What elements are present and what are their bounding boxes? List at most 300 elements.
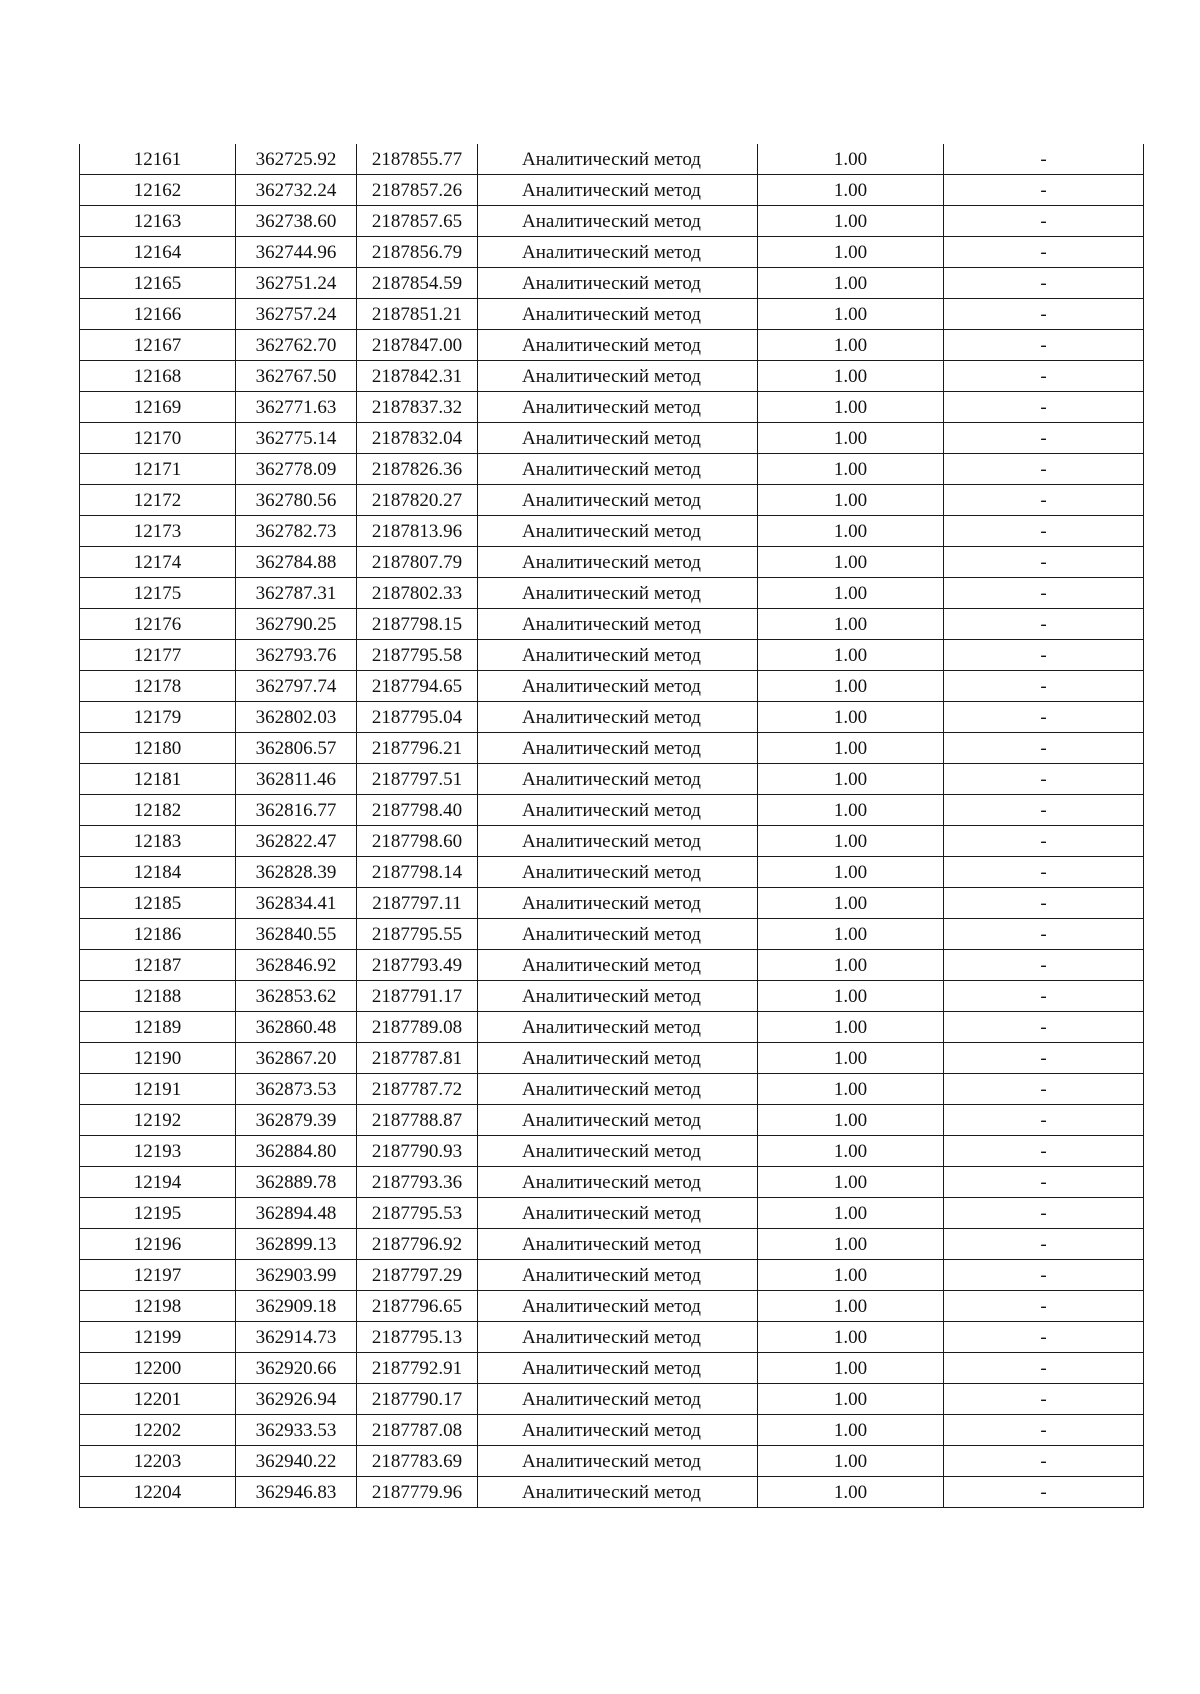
x-coordinate-cell: 362725.92 xyxy=(236,144,357,175)
method-cell: Аналитический метод xyxy=(478,206,758,237)
point-number-cell: 12190 xyxy=(80,1043,236,1074)
table-row xyxy=(80,1012,1144,1043)
method-cell: Аналитический метод xyxy=(478,950,758,981)
note-cell: - xyxy=(944,144,1144,175)
y-coordinate-cell: 2187802.33 xyxy=(357,578,478,609)
method-cell: Аналитический метод xyxy=(478,919,758,950)
y-coordinate-cell: 2187787.72 xyxy=(357,1074,478,1105)
method-cell: Аналитический метод xyxy=(478,702,758,733)
precision-cell: 1.00 xyxy=(758,1291,944,1322)
x-coordinate-cell: 362879.39 xyxy=(236,1105,357,1136)
precision-cell: 1.00 xyxy=(758,299,944,330)
note-cell: - xyxy=(944,1074,1144,1105)
y-coordinate-cell: 2187847.00 xyxy=(357,330,478,361)
x-coordinate-cell: 362816.77 xyxy=(236,795,357,826)
precision-cell: 1.00 xyxy=(758,1446,944,1477)
y-coordinate-cell: 2187789.08 xyxy=(357,1012,478,1043)
method-cell: Аналитический метод xyxy=(478,268,758,299)
table-row xyxy=(80,237,1144,268)
method-cell: Аналитический метод xyxy=(478,609,758,640)
x-coordinate-cell: 362867.20 xyxy=(236,1043,357,1074)
y-coordinate-cell: 2187832.04 xyxy=(357,423,478,454)
precision-cell: 1.00 xyxy=(758,516,944,547)
table-row xyxy=(80,1415,1144,1446)
y-coordinate-cell: 2187788.87 xyxy=(357,1105,478,1136)
precision-cell: 1.00 xyxy=(758,1260,944,1291)
precision-cell: 1.00 xyxy=(758,1353,944,1384)
table-row xyxy=(80,1322,1144,1353)
y-coordinate-cell: 2187795.13 xyxy=(357,1322,478,1353)
note-cell: - xyxy=(944,1043,1144,1074)
precision-cell: 1.00 xyxy=(758,1384,944,1415)
precision-cell: 1.00 xyxy=(758,547,944,578)
method-cell: Аналитический метод xyxy=(478,516,758,547)
precision-cell: 1.00 xyxy=(758,1198,944,1229)
table-row xyxy=(80,888,1144,919)
y-coordinate-cell: 2187796.65 xyxy=(357,1291,478,1322)
point-number-cell: 12172 xyxy=(80,485,236,516)
table-row xyxy=(80,1074,1144,1105)
point-number-cell: 12203 xyxy=(80,1446,236,1477)
table-row xyxy=(80,671,1144,702)
x-coordinate-cell: 362738.60 xyxy=(236,206,357,237)
point-number-cell: 12161 xyxy=(80,144,236,175)
note-cell: - xyxy=(944,733,1144,764)
table-row xyxy=(80,392,1144,423)
point-number-cell: 12192 xyxy=(80,1105,236,1136)
y-coordinate-cell: 2187807.79 xyxy=(357,547,478,578)
method-cell: Аналитический метод xyxy=(478,237,758,268)
x-coordinate-cell: 362899.13 xyxy=(236,1229,357,1260)
point-number-cell: 12183 xyxy=(80,826,236,857)
method-cell: Аналитический метод xyxy=(478,547,758,578)
note-cell: - xyxy=(944,361,1144,392)
table-row xyxy=(80,764,1144,795)
point-number-cell: 12188 xyxy=(80,981,236,1012)
table-row xyxy=(80,1353,1144,1384)
table-row xyxy=(80,981,1144,1012)
precision-cell: 1.00 xyxy=(758,1105,944,1136)
method-cell: Аналитический метод xyxy=(478,795,758,826)
note-cell: - xyxy=(944,888,1144,919)
y-coordinate-cell: 2187790.93 xyxy=(357,1136,478,1167)
table-row xyxy=(80,826,1144,857)
note-cell: - xyxy=(944,640,1144,671)
note-cell: - xyxy=(944,1384,1144,1415)
note-cell: - xyxy=(944,609,1144,640)
method-cell: Аналитический метод xyxy=(478,392,758,423)
table-row xyxy=(80,330,1144,361)
x-coordinate-cell: 362933.53 xyxy=(236,1415,357,1446)
x-coordinate-cell: 362767.50 xyxy=(236,361,357,392)
table-row xyxy=(80,206,1144,237)
method-cell: Аналитический метод xyxy=(478,1353,758,1384)
point-number-cell: 12191 xyxy=(80,1074,236,1105)
precision-cell: 1.00 xyxy=(758,981,944,1012)
method-cell: Аналитический метод xyxy=(478,578,758,609)
note-cell: - xyxy=(944,268,1144,299)
point-number-cell: 12179 xyxy=(80,702,236,733)
note-cell: - xyxy=(944,1167,1144,1198)
method-cell: Аналитический метод xyxy=(478,888,758,919)
method-cell: Аналитический метод xyxy=(478,1384,758,1415)
x-coordinate-cell: 362771.63 xyxy=(236,392,357,423)
point-number-cell: 12167 xyxy=(80,330,236,361)
table-row xyxy=(80,361,1144,392)
note-cell: - xyxy=(944,547,1144,578)
point-number-cell: 12175 xyxy=(80,578,236,609)
point-number-cell: 12201 xyxy=(80,1384,236,1415)
precision-cell: 1.00 xyxy=(758,826,944,857)
method-cell: Аналитический метод xyxy=(478,1167,758,1198)
method-cell: Аналитический метод xyxy=(478,299,758,330)
table-row xyxy=(80,1167,1144,1198)
precision-cell: 1.00 xyxy=(758,144,944,175)
method-cell: Аналитический метод xyxy=(478,1043,758,1074)
table-row xyxy=(80,1136,1144,1167)
y-coordinate-cell: 2187791.17 xyxy=(357,981,478,1012)
y-coordinate-cell: 2187794.65 xyxy=(357,671,478,702)
method-cell: Аналитический метод xyxy=(478,1198,758,1229)
precision-cell: 1.00 xyxy=(758,206,944,237)
x-coordinate-cell: 362751.24 xyxy=(236,268,357,299)
note-cell: - xyxy=(944,1105,1144,1136)
point-number-cell: 12162 xyxy=(80,175,236,206)
point-number-cell: 12184 xyxy=(80,857,236,888)
point-number-cell: 12194 xyxy=(80,1167,236,1198)
table-row xyxy=(80,516,1144,547)
note-cell: - xyxy=(944,919,1144,950)
precision-cell: 1.00 xyxy=(758,919,944,950)
note-cell: - xyxy=(944,1136,1144,1167)
point-number-cell: 12195 xyxy=(80,1198,236,1229)
note-cell: - xyxy=(944,206,1144,237)
table-row xyxy=(80,1105,1144,1136)
note-cell: - xyxy=(944,857,1144,888)
x-coordinate-cell: 362797.74 xyxy=(236,671,357,702)
note-cell: - xyxy=(944,826,1144,857)
coordinates-table xyxy=(79,144,1144,1508)
method-cell: Аналитический метод xyxy=(478,1291,758,1322)
method-cell: Аналитический метод xyxy=(478,361,758,392)
point-number-cell: 12166 xyxy=(80,299,236,330)
table-row xyxy=(80,1198,1144,1229)
y-coordinate-cell: 2187798.14 xyxy=(357,857,478,888)
x-coordinate-cell: 362787.31 xyxy=(236,578,357,609)
precision-cell: 1.00 xyxy=(758,454,944,485)
point-number-cell: 12189 xyxy=(80,1012,236,1043)
point-number-cell: 12196 xyxy=(80,1229,236,1260)
x-coordinate-cell: 362780.56 xyxy=(236,485,357,516)
note-cell: - xyxy=(944,392,1144,423)
x-coordinate-cell: 362940.22 xyxy=(236,1446,357,1477)
note-cell: - xyxy=(944,950,1144,981)
note-cell: - xyxy=(944,454,1144,485)
precision-cell: 1.00 xyxy=(758,795,944,826)
note-cell: - xyxy=(944,1012,1144,1043)
note-cell: - xyxy=(944,1291,1144,1322)
method-cell: Аналитический метод xyxy=(478,1260,758,1291)
precision-cell: 1.00 xyxy=(758,671,944,702)
method-cell: Аналитический метод xyxy=(478,1446,758,1477)
x-coordinate-cell: 362828.39 xyxy=(236,857,357,888)
method-cell: Аналитический метод xyxy=(478,857,758,888)
table-row xyxy=(80,175,1144,206)
method-cell: Аналитический метод xyxy=(478,454,758,485)
x-coordinate-cell: 362775.14 xyxy=(236,423,357,454)
y-coordinate-cell: 2187813.96 xyxy=(357,516,478,547)
note-cell: - xyxy=(944,764,1144,795)
x-coordinate-cell: 362914.73 xyxy=(236,1322,357,1353)
point-number-cell: 12187 xyxy=(80,950,236,981)
point-number-cell: 12165 xyxy=(80,268,236,299)
note-cell: - xyxy=(944,485,1144,516)
table-row xyxy=(80,1043,1144,1074)
method-cell: Аналитический метод xyxy=(478,1415,758,1446)
x-coordinate-cell: 362757.24 xyxy=(236,299,357,330)
note-cell: - xyxy=(944,330,1144,361)
point-number-cell: 12204 xyxy=(80,1477,236,1508)
y-coordinate-cell: 2187795.55 xyxy=(357,919,478,950)
table-row xyxy=(80,547,1144,578)
x-coordinate-cell: 362822.47 xyxy=(236,826,357,857)
point-number-cell: 12176 xyxy=(80,609,236,640)
note-cell: - xyxy=(944,1415,1144,1446)
y-coordinate-cell: 2187856.79 xyxy=(357,237,478,268)
point-number-cell: 12163 xyxy=(80,206,236,237)
point-number-cell: 12178 xyxy=(80,671,236,702)
y-coordinate-cell: 2187795.58 xyxy=(357,640,478,671)
point-number-cell: 12182 xyxy=(80,795,236,826)
note-cell: - xyxy=(944,795,1144,826)
precision-cell: 1.00 xyxy=(758,764,944,795)
y-coordinate-cell: 2187854.59 xyxy=(357,268,478,299)
method-cell: Аналитический метод xyxy=(478,764,758,795)
point-number-cell: 12171 xyxy=(80,454,236,485)
note-cell: - xyxy=(944,1353,1144,1384)
method-cell: Аналитический метод xyxy=(478,1074,758,1105)
x-coordinate-cell: 362840.55 xyxy=(236,919,357,950)
method-cell: Аналитический метод xyxy=(478,144,758,175)
y-coordinate-cell: 2187798.15 xyxy=(357,609,478,640)
y-coordinate-cell: 2187779.96 xyxy=(357,1477,478,1508)
y-coordinate-cell: 2187842.31 xyxy=(357,361,478,392)
method-cell: Аналитический метод xyxy=(478,330,758,361)
y-coordinate-cell: 2187855.77 xyxy=(357,144,478,175)
precision-cell: 1.00 xyxy=(758,702,944,733)
precision-cell: 1.00 xyxy=(758,1415,944,1446)
method-cell: Аналитический метод xyxy=(478,1322,758,1353)
y-coordinate-cell: 2187795.04 xyxy=(357,702,478,733)
precision-cell: 1.00 xyxy=(758,1322,944,1353)
method-cell: Аналитический метод xyxy=(478,1012,758,1043)
note-cell: - xyxy=(944,1229,1144,1260)
y-coordinate-cell: 2187837.32 xyxy=(357,392,478,423)
method-cell: Аналитический метод xyxy=(478,981,758,1012)
point-number-cell: 12186 xyxy=(80,919,236,950)
x-coordinate-cell: 362784.88 xyxy=(236,547,357,578)
note-cell: - xyxy=(944,1260,1144,1291)
y-coordinate-cell: 2187793.49 xyxy=(357,950,478,981)
y-coordinate-cell: 2187851.21 xyxy=(357,299,478,330)
point-number-cell: 12197 xyxy=(80,1260,236,1291)
table-row xyxy=(80,733,1144,764)
note-cell: - xyxy=(944,237,1144,268)
note-cell: - xyxy=(944,1477,1144,1508)
table-row xyxy=(80,578,1144,609)
y-coordinate-cell: 2187797.29 xyxy=(357,1260,478,1291)
y-coordinate-cell: 2187787.08 xyxy=(357,1415,478,1446)
precision-cell: 1.00 xyxy=(758,888,944,919)
precision-cell: 1.00 xyxy=(758,1229,944,1260)
precision-cell: 1.00 xyxy=(758,330,944,361)
precision-cell: 1.00 xyxy=(758,578,944,609)
note-cell: - xyxy=(944,299,1144,330)
point-number-cell: 12198 xyxy=(80,1291,236,1322)
point-number-cell: 12169 xyxy=(80,392,236,423)
method-cell: Аналитический метод xyxy=(478,640,758,671)
y-coordinate-cell: 2187787.81 xyxy=(357,1043,478,1074)
method-cell: Аналитический метод xyxy=(478,423,758,454)
table-row xyxy=(80,640,1144,671)
table-row xyxy=(80,795,1144,826)
y-coordinate-cell: 2187797.51 xyxy=(357,764,478,795)
note-cell: - xyxy=(944,175,1144,206)
precision-cell: 1.00 xyxy=(758,485,944,516)
y-coordinate-cell: 2187820.27 xyxy=(357,485,478,516)
x-coordinate-cell: 362873.53 xyxy=(236,1074,357,1105)
x-coordinate-cell: 362903.99 xyxy=(236,1260,357,1291)
method-cell: Аналитический метод xyxy=(478,485,758,516)
precision-cell: 1.00 xyxy=(758,640,944,671)
precision-cell: 1.00 xyxy=(758,1043,944,1074)
y-coordinate-cell: 2187798.40 xyxy=(357,795,478,826)
point-number-cell: 12202 xyxy=(80,1415,236,1446)
point-number-cell: 12164 xyxy=(80,237,236,268)
note-cell: - xyxy=(944,702,1144,733)
precision-cell: 1.00 xyxy=(758,237,944,268)
method-cell: Аналитический метод xyxy=(478,1105,758,1136)
y-coordinate-cell: 2187793.36 xyxy=(357,1167,478,1198)
table-row xyxy=(80,1260,1144,1291)
point-number-cell: 12185 xyxy=(80,888,236,919)
note-cell: - xyxy=(944,1446,1144,1477)
x-coordinate-cell: 362853.62 xyxy=(236,981,357,1012)
point-number-cell: 12177 xyxy=(80,640,236,671)
x-coordinate-cell: 362920.66 xyxy=(236,1353,357,1384)
precision-cell: 1.00 xyxy=(758,175,944,206)
method-cell: Аналитический метод xyxy=(478,1229,758,1260)
precision-cell: 1.00 xyxy=(758,1012,944,1043)
x-coordinate-cell: 362732.24 xyxy=(236,175,357,206)
table-row xyxy=(80,1446,1144,1477)
table-row xyxy=(80,950,1144,981)
y-coordinate-cell: 2187795.53 xyxy=(357,1198,478,1229)
y-coordinate-cell: 2187857.26 xyxy=(357,175,478,206)
method-cell: Аналитический метод xyxy=(478,671,758,702)
x-coordinate-cell: 362811.46 xyxy=(236,764,357,795)
x-coordinate-cell: 362884.80 xyxy=(236,1136,357,1167)
table-row xyxy=(80,1229,1144,1260)
table-row xyxy=(80,454,1144,485)
method-cell: Аналитический метод xyxy=(478,175,758,206)
x-coordinate-cell: 362744.96 xyxy=(236,237,357,268)
note-cell: - xyxy=(944,671,1144,702)
precision-cell: 1.00 xyxy=(758,857,944,888)
precision-cell: 1.00 xyxy=(758,733,944,764)
note-cell: - xyxy=(944,423,1144,454)
point-number-cell: 12181 xyxy=(80,764,236,795)
x-coordinate-cell: 362790.25 xyxy=(236,609,357,640)
precision-cell: 1.00 xyxy=(758,609,944,640)
precision-cell: 1.00 xyxy=(758,361,944,392)
coordinates-table-body xyxy=(80,144,1144,1508)
table-row xyxy=(80,423,1144,454)
note-cell: - xyxy=(944,981,1144,1012)
x-coordinate-cell: 362946.83 xyxy=(236,1477,357,1508)
table-row xyxy=(80,1291,1144,1322)
x-coordinate-cell: 362889.78 xyxy=(236,1167,357,1198)
x-coordinate-cell: 362802.03 xyxy=(236,702,357,733)
table-row xyxy=(80,857,1144,888)
y-coordinate-cell: 2187857.65 xyxy=(357,206,478,237)
point-number-cell: 12168 xyxy=(80,361,236,392)
x-coordinate-cell: 362762.70 xyxy=(236,330,357,361)
y-coordinate-cell: 2187826.36 xyxy=(357,454,478,485)
x-coordinate-cell: 362926.94 xyxy=(236,1384,357,1415)
method-cell: Аналитический метод xyxy=(478,1136,758,1167)
precision-cell: 1.00 xyxy=(758,1074,944,1105)
table-row xyxy=(80,299,1144,330)
y-coordinate-cell: 2187796.21 xyxy=(357,733,478,764)
x-coordinate-cell: 362793.76 xyxy=(236,640,357,671)
x-coordinate-cell: 362909.18 xyxy=(236,1291,357,1322)
note-cell: - xyxy=(944,516,1144,547)
y-coordinate-cell: 2187797.11 xyxy=(357,888,478,919)
method-cell: Аналитический метод xyxy=(478,733,758,764)
table-row xyxy=(80,1384,1144,1415)
point-number-cell: 12199 xyxy=(80,1322,236,1353)
method-cell: Аналитический метод xyxy=(478,1477,758,1508)
table-row xyxy=(80,485,1144,516)
point-number-cell: 12193 xyxy=(80,1136,236,1167)
precision-cell: 1.00 xyxy=(758,1136,944,1167)
x-coordinate-cell: 362778.09 xyxy=(236,454,357,485)
point-number-cell: 12200 xyxy=(80,1353,236,1384)
note-cell: - xyxy=(944,578,1144,609)
x-coordinate-cell: 362806.57 xyxy=(236,733,357,764)
x-coordinate-cell: 362894.48 xyxy=(236,1198,357,1229)
precision-cell: 1.00 xyxy=(758,950,944,981)
table-row xyxy=(80,702,1144,733)
x-coordinate-cell: 362860.48 xyxy=(236,1012,357,1043)
table-row xyxy=(80,144,1144,175)
note-cell: - xyxy=(944,1322,1144,1353)
table-row xyxy=(80,268,1144,299)
point-number-cell: 12170 xyxy=(80,423,236,454)
precision-cell: 1.00 xyxy=(758,423,944,454)
x-coordinate-cell: 362834.41 xyxy=(236,888,357,919)
table-row xyxy=(80,609,1144,640)
y-coordinate-cell: 2187783.69 xyxy=(357,1446,478,1477)
point-number-cell: 12174 xyxy=(80,547,236,578)
precision-cell: 1.00 xyxy=(758,392,944,423)
y-coordinate-cell: 2187796.92 xyxy=(357,1229,478,1260)
x-coordinate-cell: 362782.73 xyxy=(236,516,357,547)
table-row xyxy=(80,1477,1144,1508)
method-cell: Аналитический метод xyxy=(478,826,758,857)
y-coordinate-cell: 2187790.17 xyxy=(357,1384,478,1415)
